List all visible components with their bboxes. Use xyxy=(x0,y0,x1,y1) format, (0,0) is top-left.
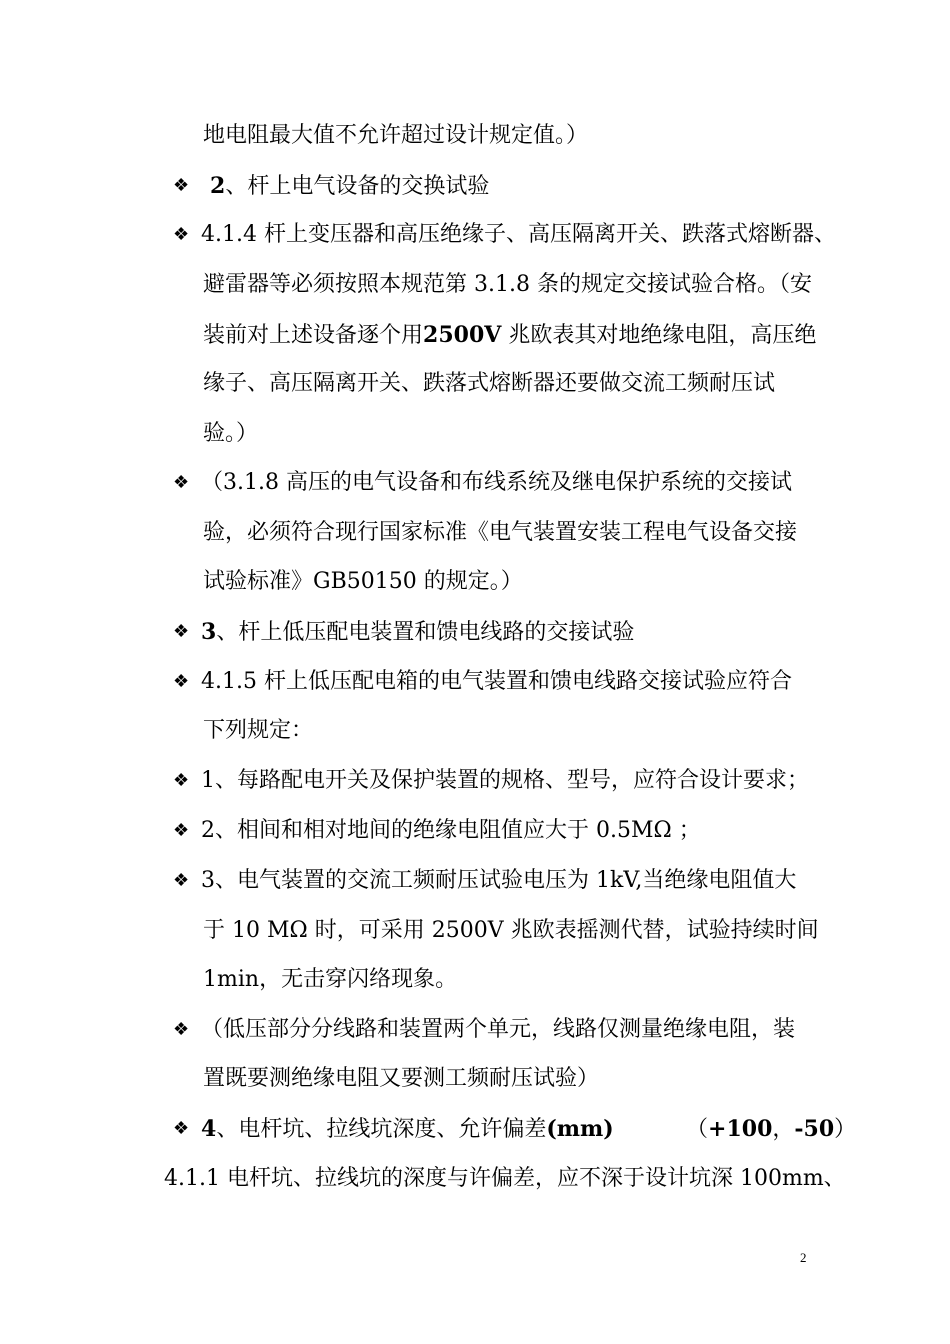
text-line-9: 验，必须符合现行国家标准《电气装置安装工程电气设备交接 xyxy=(203,520,798,545)
text-line-3: 4.1.4 杆上变压器和高压绝缘子、高压隔离开关、跌落式熔断器、 xyxy=(201,222,836,247)
text-line-15: 2、相间和相对地间的绝缘电阻值应大于 0.5MΩ ； xyxy=(201,818,701,843)
text-line-17: 于 10 MΩ 时，可采用 2500V 兆欧表摇测代替，试验持续时间 xyxy=(203,918,819,943)
text-line-11: 3、杆上低压配电装置和馈电线路的交接试验 xyxy=(201,619,635,645)
text-line-5: 装前对上述设备逐个用2500V 兆欧表其对地绝缘电阻，高压绝 xyxy=(203,322,817,348)
page-number: 2 xyxy=(800,1250,807,1265)
tolerance-value: （+100，-50） xyxy=(686,1116,857,1142)
bullet-icon: ❖ xyxy=(173,175,190,196)
text-line-20: 置既要测绝缘电阻又要测工频耐压试验） xyxy=(203,1066,600,1091)
text-line-18: 1min，无击穿闪络现象。 xyxy=(203,967,458,992)
bullet-icon: ❖ xyxy=(173,770,190,791)
text-line-19: （低压部分分线路和装置两个单元，线路仅测量绝缘电阻，装 xyxy=(201,1017,796,1042)
bullet-icon: ❖ xyxy=(173,870,190,891)
bullet-icon: ❖ xyxy=(173,820,190,841)
text-line-6: 缘子、高压隔离开关、跌落式熔断器还要做交流工频耐压试 xyxy=(203,371,776,396)
text-line-1: 地电阻最大值不允许超过设计规定值。） xyxy=(203,123,589,148)
text-line-2: 2、杆上电气设备的交换试验 xyxy=(210,173,490,199)
text-line-4: 避雷器等必须按照本规范第 3.1.8 条的规定交接试验合格。（安 xyxy=(203,272,812,297)
text-line-22: 4.1.1 电杆坑、拉线坑的深度与许偏差，应不深于设计坑深 100mm、 xyxy=(164,1166,846,1191)
bullet-icon: ❖ xyxy=(173,621,190,642)
bullet-icon: ❖ xyxy=(173,224,190,245)
bullet-icon: ❖ xyxy=(173,472,190,493)
text-line-7: 验。） xyxy=(203,421,259,446)
text-line-10: 试验标准》GB50150 的规定。） xyxy=(203,569,523,594)
text-line-8: （3.1.8 高压的电气设备和布线系统及继电保护系统的交接试 xyxy=(201,470,792,495)
text-line-16: 3、电气装置的交流工频耐压试验电压为 1kV,当绝缘电阻值大 xyxy=(201,868,797,893)
text-line-21: 4、电杆坑、拉线坑深度、允许偏差(mm) xyxy=(201,1116,614,1142)
text-line-14: 1、每路配电开关及保护装置的规格、型号，应符合设计要求； xyxy=(201,768,809,793)
bullet-icon: ❖ xyxy=(173,671,190,692)
text-line-12: 4.1.5 杆上低压配电箱的电气装置和馈电线路交接试验应符合 xyxy=(201,669,792,694)
bullet-icon: ❖ xyxy=(173,1019,190,1040)
text-line-13: 下列规定： xyxy=(203,718,314,743)
bullet-icon: ❖ xyxy=(173,1118,190,1139)
